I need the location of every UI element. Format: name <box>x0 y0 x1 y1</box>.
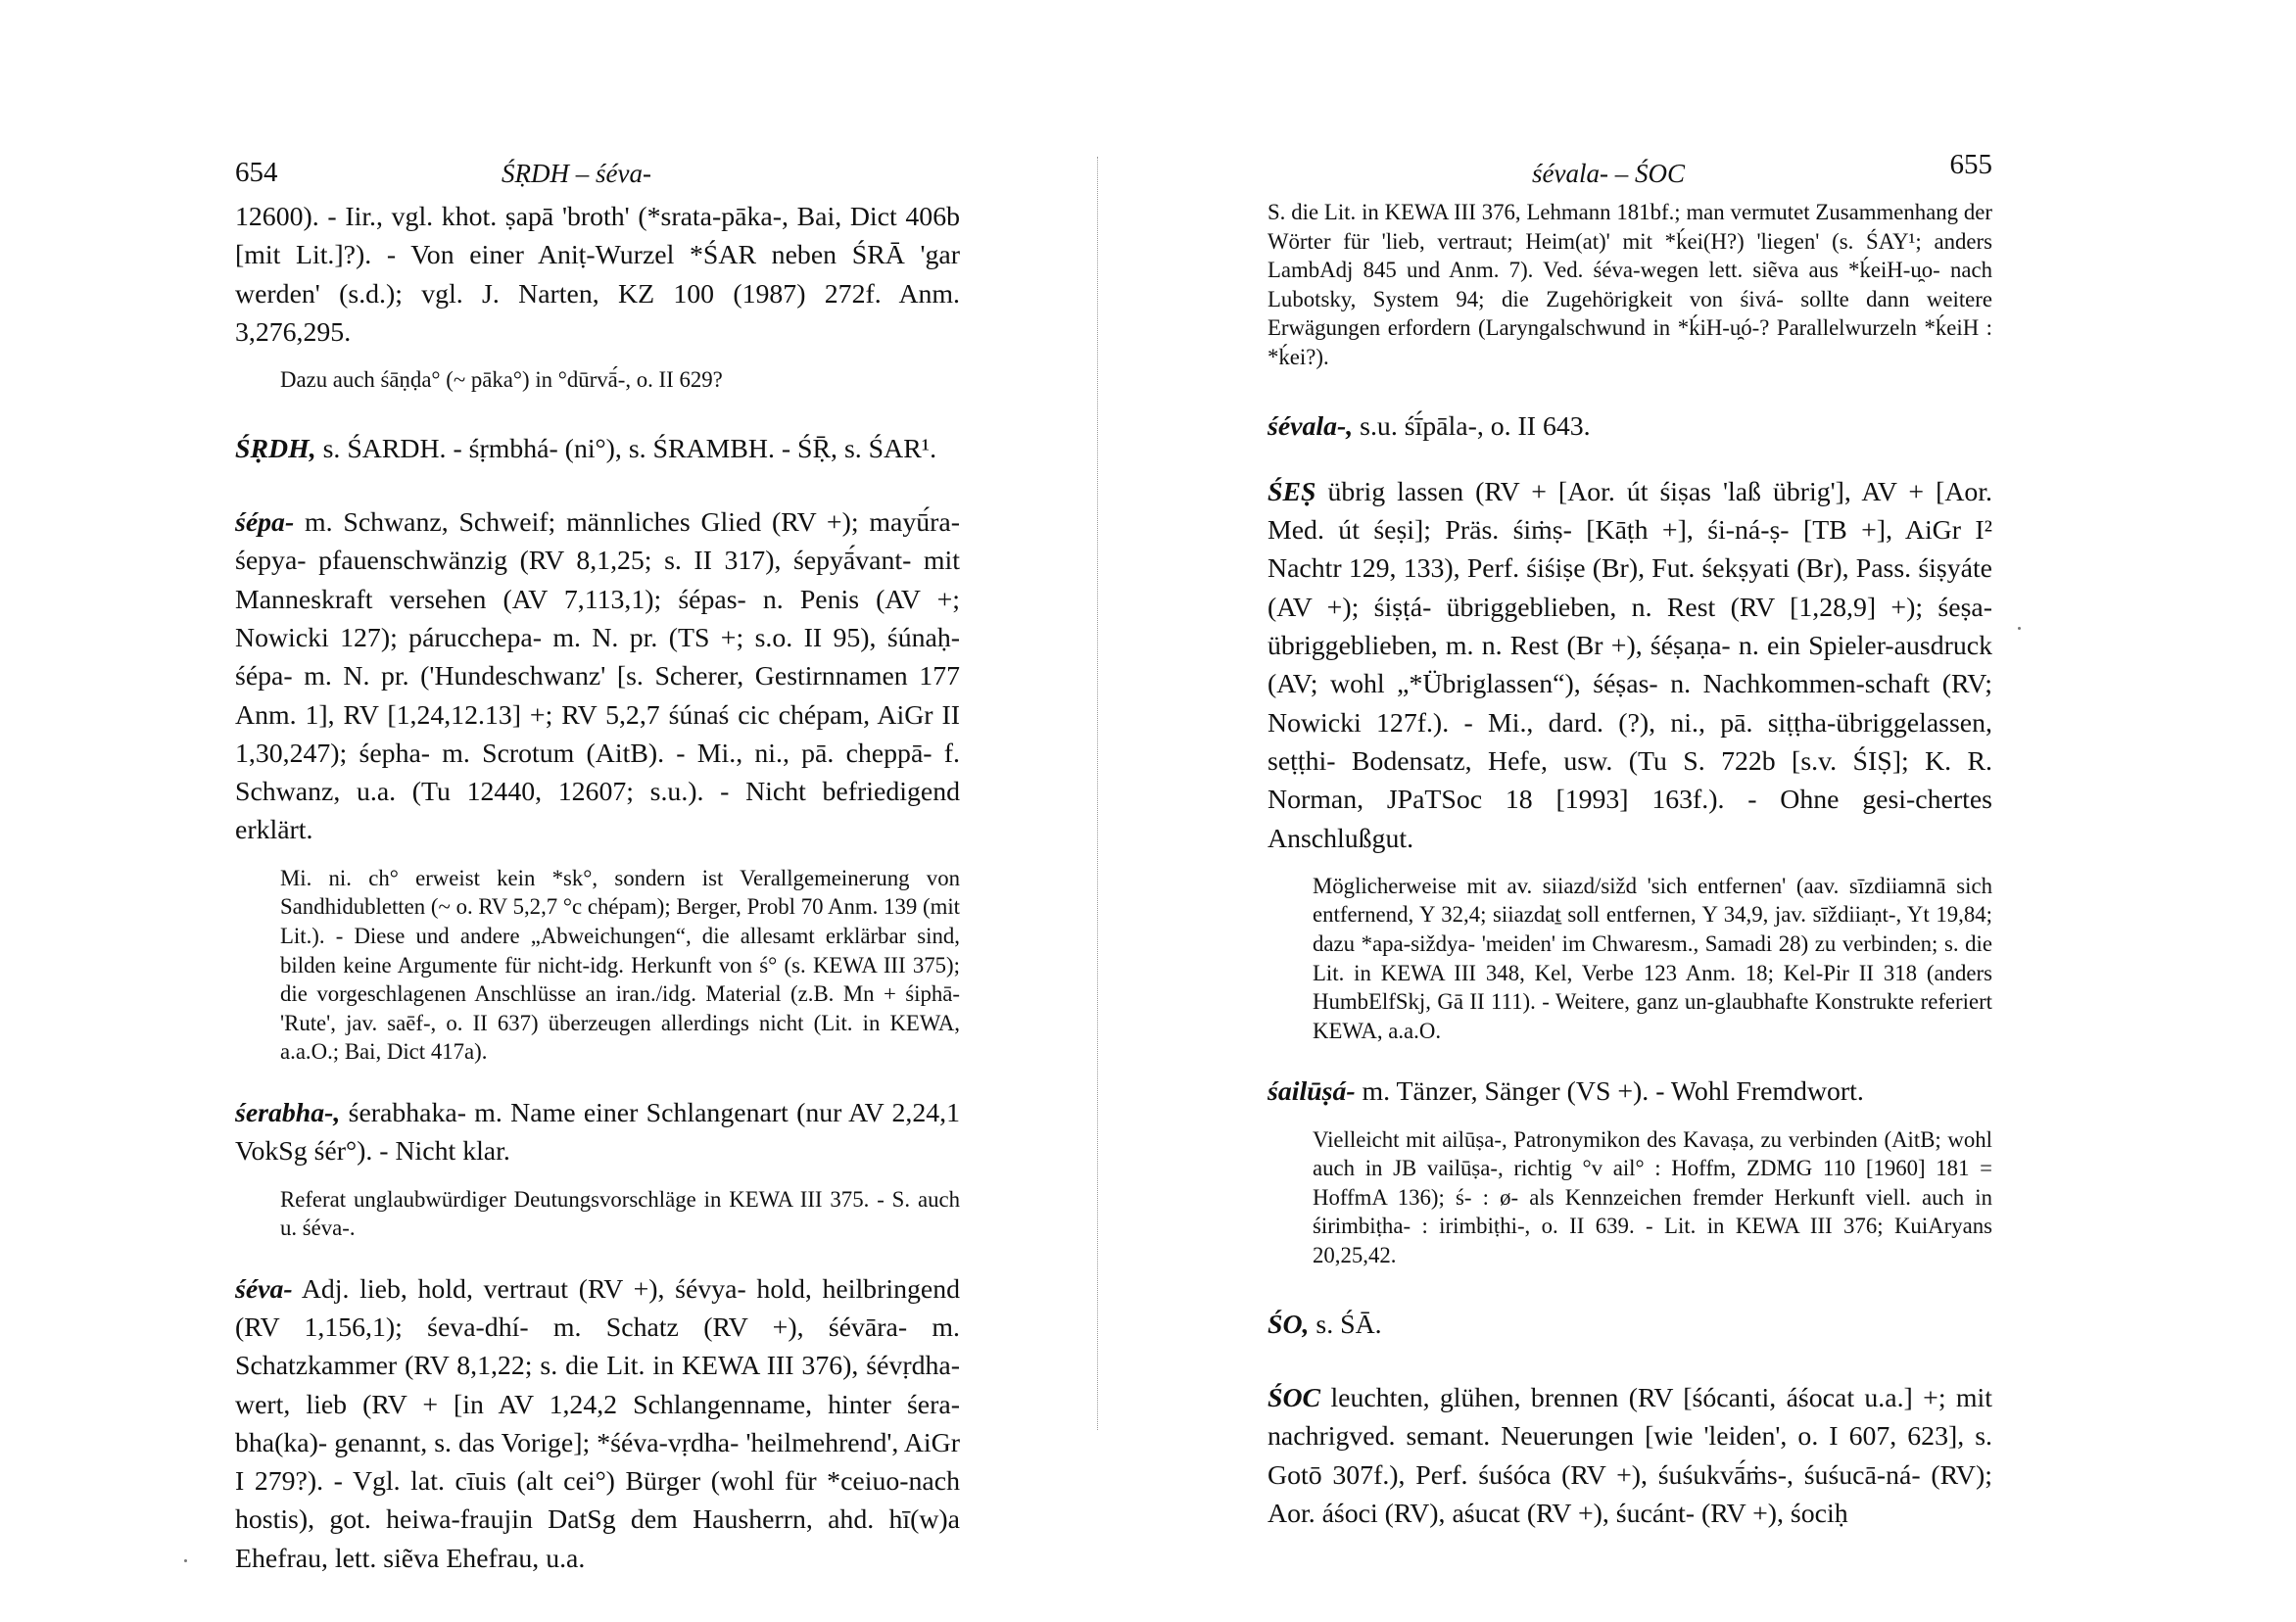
entry-srdh <box>235 430 960 468</box>
entry-sepa <box>235 503 960 850</box>
scan-speck <box>2018 627 2021 630</box>
left-entry-continued: 12600). - Iir., vgl. khot. ṣapā 'broth' (*srata-pāka-, Bai, Dict 406b [mit Lit.]?). - Von einer Aniṭ-Wurzel *ŚAR neben ŚRĀ 'gar werden' (s.d.); vgl. J. Narten, KZ 100 (1987) 272f. Anm. 3,276,295. <box>235 202 960 348</box>
entry-seva-text: Adj. lieb, hold, vertraut (RV +), śévya- hold, heilbringend (RV 1,156,1); śeva-dhí- m. Schatz (RV +), śévāra- m. Schatzkammer (RV 8,1,22; s. die Lit. in KEWA III 376), śévṛdha-wert, lieb (RV + [in AV 1,24,2 Schlangenname, hinter śera-bha(ka)- genannt, s. das Vorige]; *śéva-vṛdha- 'heilmehrend', AiGr I 279?). - Vgl. lat. cīuis (alt cei°) Bürger (wohl für *ceiuo-nach hostis), got. heiwa-fraujin DatSg dem Hausherrn, ahd. hī(w)a Ehefrau, lett. siẽva Ehefrau, u.a. <box>235 1273 960 1574</box>
headword-serabha: śerabha-, <box>235 1097 341 1128</box>
note-serabha: Referat unglaubwürdiger Deutungsvorschläge in KEWA III 375. - S. auch u. śéva-. <box>280 1186 960 1241</box>
headword-sevala: śévala-, <box>1268 410 1354 442</box>
entry-seva <box>235 1270 960 1578</box>
entry-ses-text: übrig lassen (RV + [Aor. út śiṣas 'laß übrig'], AV + [Aor. Med. út śeṣi]; Präs. śiṁṣ- [Kāṭh +], śi-ná-ṣ- [TB +], AiGr I² Nachtr 129, 133), Perf. śiśiṣe (Br), Fut. śekṣyati (Br), Pass. śiṣyáte (AV +); śiṣṭá- übriggeblieben, n. Rest (RV [1,28,9] +); śeṣa- übriggeblieben, m. n. Rest (Br +), śéṣaṇa- n. ein Spieler-ausdruck (AV; wohl „*Übriglassen“), śéṣas- n. Nachkommen-schaft (RV; Nowicki 127f.). - Mi., dard. (?), ni., pā. siṭṭha-übriggelassen, seṭṭhi- Bodensatz, Hefe, usw. (Tu S. 722b [s.v. ŚIṢ]; K. R. Norman, JPaTSoc 18 [1993] 163f.). - Ohne gesi-chertes Anschlußgut. <box>1268 476 1992 854</box>
headword-seva: śéva- <box>235 1273 293 1305</box>
headword-ses: ŚEṢ <box>1268 476 1316 507</box>
entry-soc-text: leuchten, glühen, brennen (RV [śócanti, áśocat u.a.] +; mit nachrigved. semant. Neuerungen [wie 'leiden', o. I 607, 623], s. Gotō 307f.), Perf. śuśóca (RV +), śuśukvā́ṁs-, śuśucā-ná- (RV); Aor. áśoci (RV), aśucat (RV +), śucánt- (RV +), śociḥ <box>1268 1382 1992 1529</box>
left-page-number: 654 <box>235 157 278 188</box>
left-running-head: ŚṚDH – śéva- <box>502 159 651 188</box>
right-page <box>1268 147 1992 1533</box>
entry-sepa-text: m. Schwanz, Schweif; männliches Glied (RV +); mayū́ra-śepya- pfauenschwänzig (RV 8,1,25; s. II 317), śepyā́vant- mit Manneskraft versehen (AV 7,113,1); śépas- n. Penis (AV +; Nowicki 127); párucchepa- m. N. pr. (TS +; s.o. II 95), śúnaḥ-śépa- m. N. pr. ('Hundeschwanz' [s. Scherer, Gestirnnamen 177 Anm. 1], RV [1,24,12.13] +; RV 5,2,7 śúnaś cic chépam, AiGr II 1,30,247); śepha- m. Scrotum (AitB). - Mi., ni., pā. cheppā- f. Schwanz, u.a. (Tu 12440, 12607; s.u.). - Nicht befriedigend erklärt. <box>235 507 960 846</box>
entry-soc <box>1268 1379 1992 1533</box>
note-sailusa: Vielleicht mit ailūṣa-, Patronymikon des Kavaṣa, zu verbinden (AitB; wohl auch in JB vailūṣa-, richtig °v ail° : Hoffm, ZDMG 110 [1960] 181 = HoffmA 136); ś- : ø- als Kennzeichen fremder Herkunft viell. auch in śirimbiṭha- : irimbiṭhi-, o. II 639. - Lit. in KEWA III 376; KuiAryans 20,25,42. <box>1313 1126 1992 1268</box>
right-running-head: śévala- – ŚOC <box>1532 159 1685 188</box>
headword-sailusa: śailūṣá- <box>1268 1076 1356 1108</box>
entry-so-text: s. ŚĀ. <box>1309 1309 1382 1340</box>
entry-sailusa-text: m. Tänzer, Sänger (VS +). - Wohl Fremdwort. <box>1355 1076 1864 1108</box>
entry-ses <box>1268 473 1992 858</box>
left-page <box>235 147 960 1578</box>
entry-sevala-text: s.u. śī́pāla-, o. II 643. <box>1353 410 1591 442</box>
entry-serabha <box>235 1094 960 1171</box>
note-ses: Möglicherweise mit av. siiazd/sižd 'sich entfernen' (aav. sīzdiiamnā sich entfernend, Y 32,4; siiazdaṯ soll entfernen, Y 34,9, jav. sīždiiaṇt-, Yt 19,84; dazu *apa-siždya- 'meiden' im Chwaresm., Samadi 28) zu verbinden; s. die Lit. in KEWA III 348, Kel, Verbe 123 Anm. 18; Kel-Pir II 318 (anders HumbElfSkj, Gā II 111). - Weitere, ganz un-glaubhafte Konstrukte referiert KEWA, a.a.O. <box>1313 873 1992 1043</box>
entry-serabha-text: śerabhaka- m. Name einer Schlangenart (nur AV 2,24,1 VokSg śér°). - Nicht klar. <box>235 1097 960 1168</box>
scan-speck <box>184 1559 187 1562</box>
left-page-header <box>235 147 960 198</box>
right-page-header <box>1268 147 1992 198</box>
entry-so <box>1268 1306 1992 1344</box>
note-sepa: Mi. ni. ch° erweist kein *sk°, sondern ist Verallgemeinerung von Sandhidubletten (~ o. RV 5,2,7 °c chépam); Berger, Probl 70 Anm. 139 (mit Lit.). - Diese und andere „Abweichungen“, die allesamt erklärbar sind, bilden keine Argumente für nicht-idg. Herkunft von ś° (s. KEWA III 375); die vorgeschlagenen Anschlüsse an iran./idg. Material (z.B. Mn + śiphā- 'Rute', jav. saēf-, o. II 637) überzeugen allerdings nicht (Lit. in KEWA, a.a.O.; Bai, Dict 417a). <box>280 865 960 1065</box>
page-gutter <box>1097 157 1100 1430</box>
headword-sepa: śépa- <box>235 507 295 539</box>
right-page-number: 655 <box>1949 149 1992 180</box>
entry-sevala <box>1268 407 1992 446</box>
note-seva-continued: S. die Lit. in KEWA III 376, Lehmann 181bf.; man vermutet Zusammenhang der Wörter für 'lieb, vertraut; Heim(at)' mit *ḱei(H?) 'liegen' (s. ŚAY¹; anders LambAdj 845 und Anm. 7). Ved. śéva-wegen lett. siẽva aus *ḱeiH-u̯o- nach Lubotsky, System 94; die Zugehörigkeit von śivá- sollte dann weitere Erwägungen erfordern (Laryngalschwund in *ḱiH-u̯ó-? Parallelwurzeln *ḱeiH : *ḱei?). <box>1268 200 1992 369</box>
headword-srdh: ŚṚDH, <box>235 433 316 464</box>
headword-so: ŚO, <box>1268 1309 1310 1340</box>
entry-sailusa <box>1268 1073 1992 1111</box>
entry-srdh-text: s. ŚARDH. - śṛmbhá- (ni°), s. ŚRAMBH. - ŚṜ, s. ŚAR¹. <box>315 433 937 464</box>
headword-soc: ŚOC <box>1268 1382 1321 1413</box>
left-note-sanda: Dazu auch śāṇḍa° (~ pāka°) in °dūrvā́-, o. II 629? <box>280 367 723 393</box>
